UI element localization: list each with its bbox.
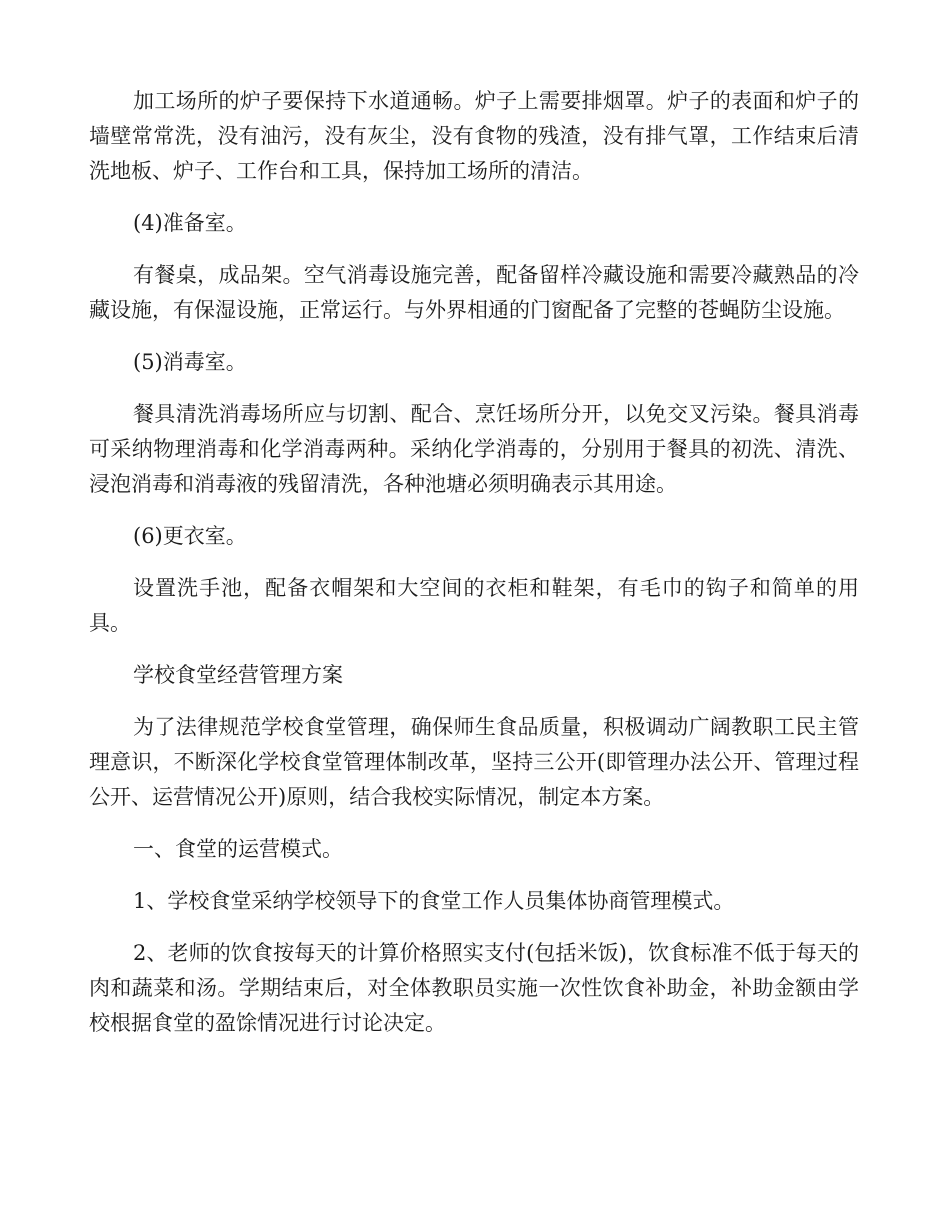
- list-item-2: 2、老师的饮食按每天的计算价格照实支付(包括米饭)，饮食标准不低于每天的肉和蔬菜和汤。学期结束后，对全体教职员实施一次性饮食补助金，补助金额由学校根据食堂的盈馀情况进行讨论决定。: [89, 941, 859, 1035]
- paragraph-locker-room: 设置洗手池，配备衣帽架和大空间的衣柜和鞋架，有毛巾的钩子和简单的用具。: [89, 576, 859, 635]
- heading-preparation-room: (4)准备室。: [133, 211, 247, 235]
- paragraph-disinfection-room: 餐具清洗消毒场所应与切割、配合、烹饪场所分开，以免交叉污染。餐具消毒可采纳物理消毒和化学消毒两种。采纳化学消毒的，分别用于餐具的初洗、清洗、浸泡消毒和消毒液的残留清洗，各种池塘必须明确表示其用途。: [89, 402, 859, 496]
- section-title-canteen-plan: 学校食堂经营管理方案: [133, 663, 343, 687]
- paragraph-preparation-room: 有餐桌，成品架。空气消毒设施完善，配备留样冷藏设施和需要冷藏熟品的冷藏设施，有保湿设施，正常运行。与外界相通的门窗配备了完整的苍蝇防尘设施。: [89, 263, 859, 322]
- list-item-1: 1、学校食堂采纳学校领导下的食堂工作人员集体协商管理模式。: [133, 889, 735, 913]
- heading-disinfection-room: (5)消毒室。: [133, 350, 247, 374]
- document-page: [89, 84, 859, 1041]
- heading-locker-room: (6)更衣室。: [133, 524, 247, 548]
- heading-operation-mode: 一、食堂的运营模式。: [133, 837, 343, 861]
- paragraph-stove-cleaning: 加工场所的炉子要保持下水道通畅。炉子上需要排烟罩。炉子的表面和炉子的墙壁常常洗，没有油污，没有灰尘，没有食物的残渣，没有排气罩，工作结束后清洗地板、炉子、工作台和工具，保持加工场所的清洁。: [89, 89, 859, 183]
- paragraph-plan-intro: 为了法律规范学校食堂管理，确保师生食品质量，积极调动广阔教职工民主管理意识，不断深化学校食堂管理体制改革，坚持三公开(即管理办法公开、管理过程公开、运营情况公开)原则，结合我校实际情况，制定本方案。: [89, 715, 859, 809]
